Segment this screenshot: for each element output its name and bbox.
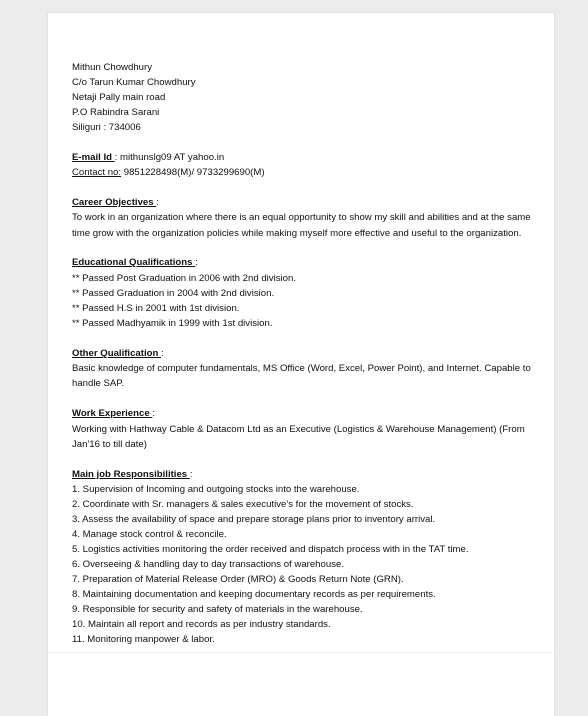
email-row [72, 152, 224, 163]
list-item: 5. Logistics activities monitoring the order received and dispatch process with in the TAT time. [72, 544, 469, 555]
list-item: 4. Manage stock control & reconcile. [72, 529, 227, 540]
list-item: 10. Maintain all report and records as per industry standards. [72, 619, 331, 630]
list-item: ** Passed Post Graduation in 2006 with 2nd division. [72, 273, 296, 284]
candidate-name: Mithun Chowdhury [72, 62, 152, 73]
contact-row [72, 167, 265, 178]
list-item: 2. Coordinate with Sr. managers & sales executive's for the movement of stocks. [72, 499, 414, 510]
list-item: ** Passed H.S in 2001 with 1st division. [72, 303, 240, 314]
contact-label: Contact no: [72, 167, 122, 178]
work-text: Jan'16 to till date) [72, 439, 147, 450]
list-item: 6. Overseeing & handling day to day transactions of warehouse. [72, 559, 344, 570]
email-value: : mithunslg09 AT yahoo.in [114, 152, 225, 163]
list-item: 7. Preparation of Material Release Order (MRO) & Goods Return Note (GRN). [72, 574, 404, 585]
list-item: ** Passed Graduation in 2004 with 2nd division. [72, 288, 275, 299]
address-line: Netaji Pally main road [72, 92, 166, 103]
career-text: time grow with the organization policies while making myself more effective and useful to the organization. [72, 228, 522, 239]
contact-value: 9851228498(M)/ 9733299690(M) [121, 167, 265, 178]
other-text: handle SAP. [72, 378, 125, 389]
work-heading: Work Experience : [72, 408, 156, 419]
list-item: 9. Responsible for security and safety of materials in the warehouse. [72, 604, 363, 615]
address-line: C/o Tarun Kumar Chowdhury [72, 77, 196, 88]
address-line: P.O Rabindra Sarani [72, 107, 160, 118]
work-text: Working with Hathway Cable & Datacom Ltd as an Executive (Logistics & Warehouse Management) (From [72, 424, 525, 435]
page-divider [47, 652, 553, 653]
list-item: 11. Monitoring manpower & labor. [72, 634, 215, 645]
list-item: 1. Supervision of Incoming and outgoing stocks into the warehouse. [72, 484, 360, 495]
career-text: To work in an organization where there is an equal opportunity to show my skill and abilities and at the same [72, 212, 531, 223]
career-heading: Career Objectives : [72, 197, 159, 208]
list-item: 8. Maintaining documentation and keeping documentary records as per requirements. [72, 589, 436, 600]
education-heading: Educational Qualifications : [72, 257, 198, 268]
list-item: ** Passed Madhyamik in 1999 with 1st division. [72, 318, 273, 329]
list-item: 3. Assess the availability of space and prepare storage plans prior to inventory arrival. [72, 514, 436, 525]
other-text: Basic knowledge of computer fundamentals, MS Office (Word, Excel, Power Point), and Internet. Capable to [72, 363, 531, 374]
other-heading: Other Qualification : [72, 348, 164, 359]
address-line: Siliguri : 734006 [72, 122, 141, 133]
email-label: E-mail Id [72, 152, 115, 163]
responsibilities-heading: Main job Responsibilities : [72, 469, 193, 480]
